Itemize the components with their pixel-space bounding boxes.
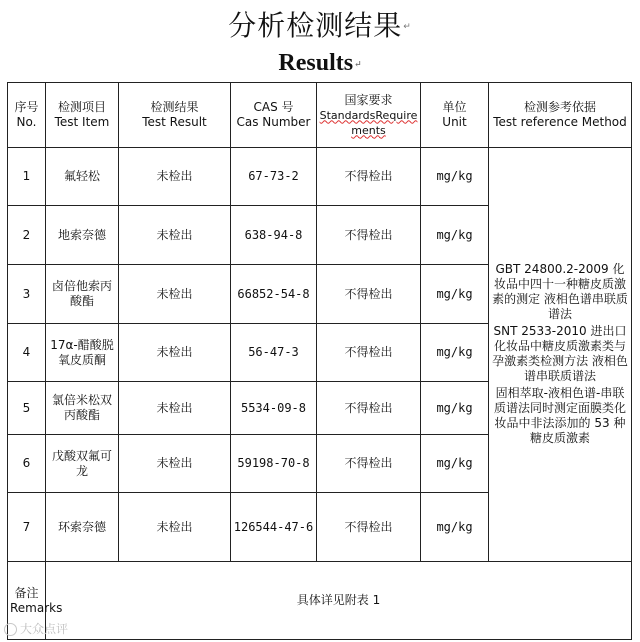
row-unit: mg/kg (421, 206, 489, 265)
row-cas: 66852-54-8 (231, 265, 317, 324)
row-item: 17α-醋酸脱氧皮质酮 (46, 324, 119, 382)
row-result: 未检出 (119, 435, 231, 493)
row-no: 7 (8, 493, 46, 562)
row-no: 1 (8, 148, 46, 206)
page-title: 分析检测结果↵ (228, 9, 412, 42)
row-item: 环索奈德 (46, 493, 119, 562)
page-subtitle: Results↵ (278, 50, 362, 76)
table-header-row (8, 83, 632, 148)
row-unit: mg/kg (421, 324, 489, 382)
row-standard: 不得检出 (317, 206, 421, 265)
watermark-logo-icon (4, 623, 17, 636)
row-standard: 不得检出 (317, 148, 421, 206)
row-cas: 126544-47-6 (231, 493, 317, 562)
row-standard: 不得检出 (317, 435, 421, 493)
results-table (7, 82, 632, 640)
row-item: 地索奈德 (46, 206, 119, 265)
remarks-text: 具体详见附表 1 (46, 562, 632, 640)
method-2: SNT 2533-2010 进出口化妆品中糖皮质激素类与孕激素类检测方法 液相色谱串联质谱法 (492, 323, 628, 383)
header-test-result: 检测结果 Test Result (119, 83, 231, 148)
row-result: 未检出 (119, 324, 231, 382)
row-result: 未检出 (119, 206, 231, 265)
row-result: 未检出 (119, 493, 231, 562)
header-unit: 单位 Unit (421, 83, 489, 148)
row-item: 戊酸双氟可龙 (46, 435, 119, 493)
row-unit: mg/kg (421, 435, 489, 493)
row-unit: mg/kg (421, 265, 489, 324)
row-standard: 不得检出 (317, 493, 421, 562)
remarks-row (8, 562, 632, 640)
row-cas: 56-47-3 (231, 324, 317, 382)
row-standard: 不得检出 (317, 324, 421, 382)
row-no: 4 (8, 324, 46, 382)
method-3: 固相萃取-液相色谱-串联质谱法同时测定面膜类化妆品中非法添加的 53 种糖皮质激素 (493, 385, 626, 445)
row-unit: mg/kg (421, 382, 489, 435)
row-result: 未检出 (119, 265, 231, 324)
remarks-label: 备注 Remarks (8, 562, 46, 640)
header-no: 序号 No. (8, 83, 46, 148)
header-cas-number: CAS 号 Cas Number (231, 83, 317, 148)
row-no: 2 (8, 206, 46, 265)
row-standard: 不得检出 (317, 382, 421, 435)
method-cell (489, 148, 632, 562)
row-result: 未检出 (119, 382, 231, 435)
header-test-item: 检测项目 Test Item (46, 83, 119, 148)
row-standard: 不得检出 (317, 265, 421, 324)
row-cas: 67-73-2 (231, 148, 317, 206)
row-item: 卤倍他索丙酸酯 (46, 265, 119, 324)
row-unit: mg/kg (421, 148, 489, 206)
table-row (8, 148, 632, 206)
row-result: 未检出 (119, 148, 231, 206)
row-cas: 59198-70-8 (231, 435, 317, 493)
watermark: 大众点评 (4, 620, 68, 637)
header-standards: 国家要求 StandardsRequirements (317, 83, 421, 148)
row-no: 3 (8, 265, 46, 324)
row-unit: mg/kg (421, 493, 489, 562)
row-cas: 5534-09-8 (231, 382, 317, 435)
header-method: 检测参考依据 Test reference Method (489, 83, 632, 148)
row-no: 5 (8, 382, 46, 435)
method-1: GBT 24800.2-2009 化妆品中四十一种糖皮质激素的测定 液相色谱串联质谱法 (492, 261, 628, 321)
row-item: 氟轻松 (46, 148, 119, 206)
row-cas: 638-94-8 (231, 206, 317, 265)
row-no: 6 (8, 435, 46, 493)
row-item: 氯倍米松双丙酸酯 (46, 382, 119, 435)
